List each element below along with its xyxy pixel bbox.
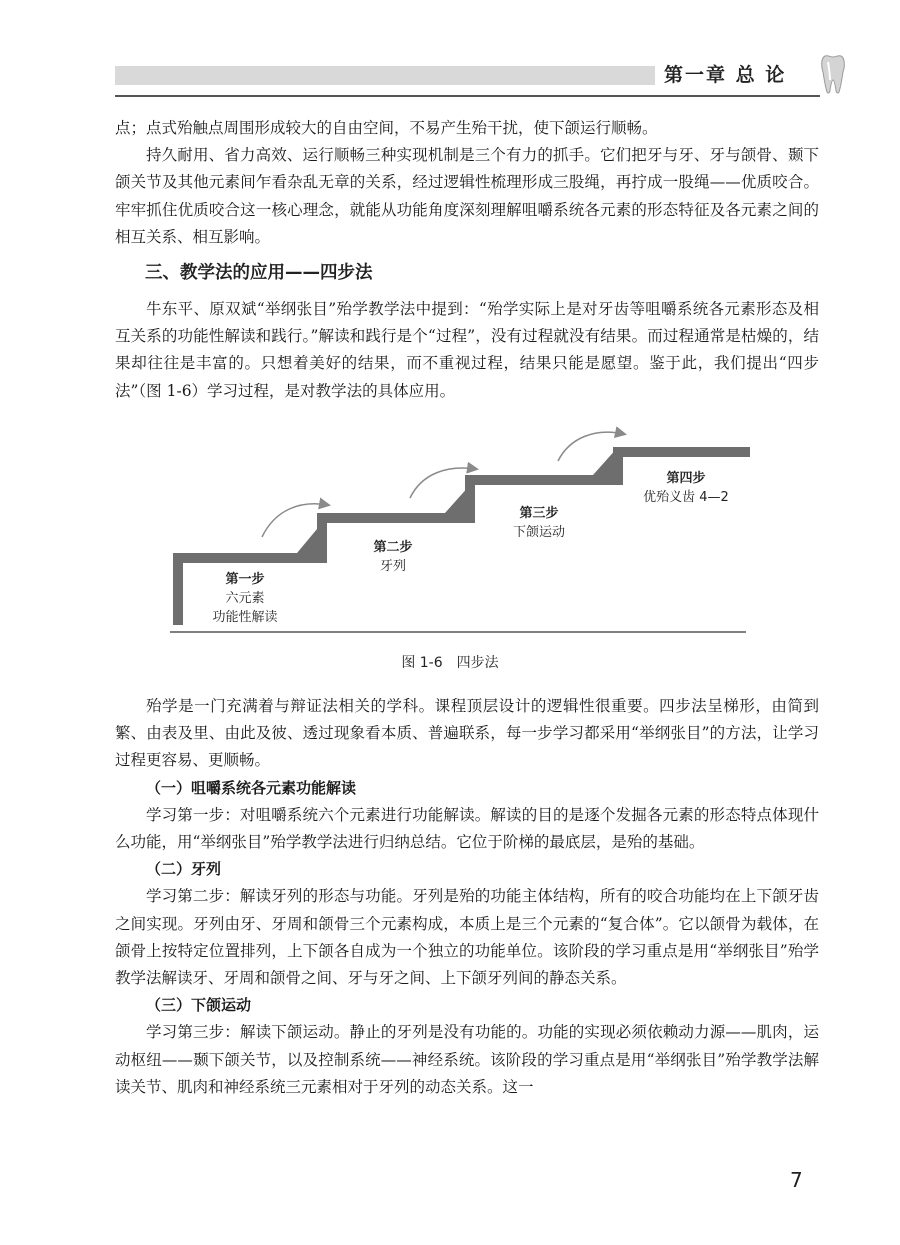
step-name: 第三步 <box>519 506 559 521</box>
step-desc: 优殆义齿 4—2 <box>643 490 729 505</box>
figure-caption <box>0 652 900 672</box>
step-desc: 六元素 <box>225 591 265 606</box>
figure-title: 四步法 <box>456 655 499 671</box>
subsection-heading: （二）牙列 <box>146 860 222 879</box>
tooth-icon <box>820 54 846 94</box>
step-3-label <box>494 504 584 542</box>
page-number: 7 <box>790 1168 803 1192</box>
paragraph: 牛东平、原双斌“举纲张目”殆学教学法中提到：“殆学实际上是对牙齿等咀嚼系统各元素形态及相互关系的功能性解读和践行。”解读和践行是个“过程”，没有过程就没有结果。而过程通常是枯燥的，结果却往往是丰富的。只想着美好的结果，而不重视过程，结果只能是愿望。鉴于此，我们提出“四步法”（图 1-6）学习过程，是对教学法的具体应用。 <box>115 300 819 400</box>
riser-triangle <box>445 485 470 513</box>
header-bar <box>115 66 655 85</box>
riser-triangle <box>297 523 322 553</box>
header-rule <box>115 95 820 97</box>
subsection-heading: （三）下颌运动 <box>146 996 252 1015</box>
paragraph: 持久耐用、省力高效、运行顺畅三种实现机制是三个有力的抓手。它们把牙与牙、牙与颌骨、颞下颌关节及其他元素间乍看杂乱无章的关系，经过逻辑性梳理形成三股绳，再拧成一股绳——优质咬合。牢牢抓住优质咬合这一核心理念，就能从功能角度深刻理解咀嚼系统各元素的形态特征及各元素之间的相互关系、相互影响。 <box>115 146 819 246</box>
step-name: 第一步 <box>225 572 265 587</box>
staircase-figure <box>170 425 750 640</box>
step-1-label <box>200 570 290 627</box>
chapter-title: 第一章 总 论 <box>664 64 787 86</box>
intro-text-block <box>115 115 819 251</box>
figure-number: 图 1-6 <box>401 655 443 671</box>
paragraph: 学习第一步：对咀嚼系统六个元素进行功能解读。解读的目的是逐个发掘各元素的形态特点体现什么功能，用“举纲张目”殆学教学法进行归纳总结。它位于阶梯的最底层，是殆的基础。 <box>115 805 819 852</box>
section-heading: 三、教学法的应用——四步法 <box>145 263 373 283</box>
step-desc: 下颌运动 <box>512 525 565 540</box>
paragraph: 殆学是一门充满着与辩证法相关的学科。课程顶层设计的逻辑性很重要。四步法呈梯形，由简到繁、由表及里、由此及彼、透过现象看本质、普遍联系，每一步学习都采用“举纲张目”的方法，让学习过程更容易、更顺畅。 <box>115 697 819 770</box>
step-desc: 牙列 <box>379 559 406 574</box>
paragraph: 学习第三步：解读下颌运动。静止的牙列是没有功能的。功能的实现必须依赖动力源——肌肉，运动枢纽——颞下颌关节，以及控制系统——神经系统。该阶段的学习重点是用“举纲张目”殆学教学法解读关节、肌肉和神经系统三元素相对于牙列的动态关系。这一 <box>115 1023 819 1096</box>
paragraph: 学习第二步：解读牙列的形态与功能。牙列是殆的功能主体结构，所有的咬合功能均在上下颌牙齿之间实现。牙列由牙、牙周和颌骨三个元素构成，本质上是三个元素的“复合体”。它以颌骨为载体，在颌骨上按特定位置排列，上下颌各自成为一个独立的功能单位。该阶段的学习重点是用“举纲张目”殆学教学法解读牙、牙周和颌骨之间、牙与牙之间、上下颌牙列间的静态关系。 <box>115 887 819 988</box>
step-name: 第二步 <box>373 540 413 555</box>
method-text-block <box>115 296 819 405</box>
paragraph: 点；点式殆触点周围形成较大的自由空间，不易产生殆干扰，使下颌运行顺畅。 <box>115 119 658 137</box>
subsection-heading: （一）咀嚼系统各元素功能解读 <box>146 778 357 797</box>
step-name: 第四步 <box>666 471 706 486</box>
main-text-block <box>115 693 819 1101</box>
step-4-label <box>636 469 736 507</box>
step-desc: 功能性解读 <box>212 610 278 625</box>
riser-triangle <box>593 447 618 475</box>
step-2-label <box>348 538 438 576</box>
